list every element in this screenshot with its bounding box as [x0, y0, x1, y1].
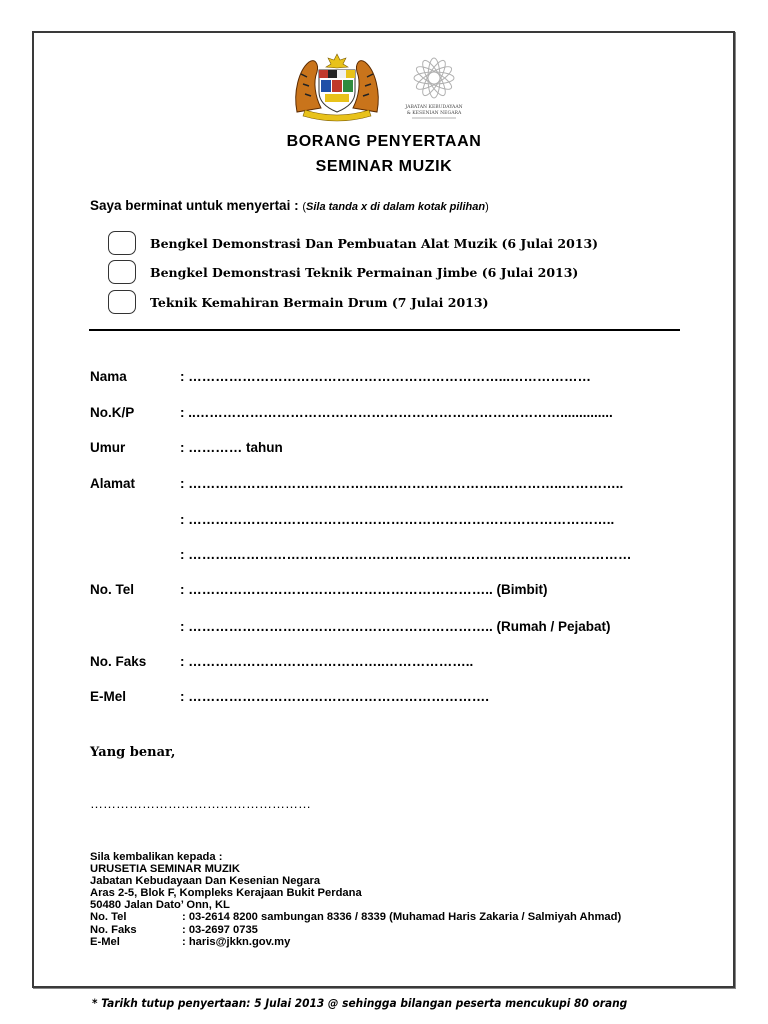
contact-block — [90, 851, 621, 948]
intro-note: (Sila tanda x di dalam kotak pilihan) — [302, 201, 489, 213]
form-subtitle: SEMINAR MUZIK — [315, 158, 453, 175]
alamat-label: Alamat — [90, 476, 136, 491]
jkkn-caption-line1: JABATAN KEBUDAYAAN — [405, 105, 463, 110]
nokp-label: No.K/P — [90, 405, 135, 420]
contact-faks-label: No. Faks — [90, 923, 137, 936]
option-2-label: Bengkel Demonstrasi Teknik Permainan Jimbe (6 Julai 2013) — [150, 264, 579, 280]
alamat-field-line1[interactable]: : ……………………………………..……………………..…………..………….. — [180, 476, 624, 491]
signature-line[interactable]: …………………………………………… — [90, 796, 311, 811]
notel-rumah-field[interactable]: : ………………………………………………………….. (Rumah / Pejabat) — [180, 619, 611, 634]
header-logos — [291, 52, 481, 122]
option-1-checkbox[interactable] — [108, 231, 136, 255]
nokp-field[interactable]: : ..……………………………………………………………………….............. — [180, 405, 613, 420]
email-field[interactable]: : …………………………………………………………. — [180, 689, 489, 704]
contact-email-label: E-Mel — [90, 935, 120, 948]
form-title: BORANG PENYERTAAN — [286, 133, 482, 150]
option-row-1[interactable] — [108, 229, 598, 257]
umur-label: Umur — [90, 440, 126, 455]
nofaks-field[interactable]: : ……………………………………..……………….. — [180, 654, 474, 669]
alamat-field-line3[interactable]: : ……….………………………………………………………………..…………… — [180, 547, 632, 562]
notel-label: No. Tel — [90, 582, 135, 597]
intro-text — [90, 198, 489, 213]
nama-label: Nama — [90, 369, 127, 384]
section-divider — [89, 329, 680, 331]
contact-line: 50480 Jalan Dato’ Onn, KL — [90, 899, 230, 912]
contact-faks-row — [90, 924, 621, 936]
contact-tel-row — [90, 911, 621, 923]
nofaks-label: No. Faks — [90, 654, 147, 669]
contact-email-row — [90, 936, 621, 948]
notel-bimbit-field[interactable]: : ………………………………………………………….. (Bimbit) — [180, 582, 548, 597]
option-3-checkbox[interactable] — [108, 290, 136, 314]
contact-tel-label: No. Tel — [90, 911, 127, 924]
contact-tel-value: : 03-2614 8200 sambungan 8336 / 8339 (Muhamad Haris Zakaria / Salmiyah Ahmad) — [182, 911, 622, 924]
coat-of-arms-icon — [296, 54, 379, 121]
contact-line: URUSETIA SEMINAR MUZIK — [90, 863, 240, 876]
option-1-label: Bengkel Demonstrasi Dan Pembuatan Alat Muzik (6 Julai 2013) — [150, 235, 599, 251]
alamat-field-line2[interactable]: : ………………………………………………………………………………….. — [180, 512, 615, 527]
contact-heading: Sila kembalikan kepada : — [90, 851, 223, 863]
option-row-3[interactable] — [108, 288, 489, 316]
option-row-2[interactable] — [108, 258, 578, 286]
intro-label: Saya berminat untuk menyertai : — [90, 198, 303, 213]
option-3-label: Teknik Kemahiran Bermain Drum (7 Julai 2013) — [150, 294, 489, 310]
option-2-checkbox[interactable] — [108, 260, 136, 284]
jkkn-caption-line2: & KESENIAN NEGARA — [406, 111, 462, 116]
contact-faks-value: : 03-2697 0735 — [182, 923, 258, 936]
contact-line: Jabatan Kebudayaan Dan Kesenian Negara — [90, 875, 321, 888]
contact-line: Aras 2-5, Blok F, Kompleks Kerajaan Bukit Perdana — [90, 887, 362, 900]
umur-field[interactable]: : ………… tahun — [180, 440, 283, 455]
nama-field[interactable]: : ……………………………………………………………...……………… — [180, 369, 591, 384]
jkkn-flower-logo-icon — [404, 58, 462, 118]
yang-benar: Yang benar, — [90, 745, 176, 760]
closing-date-footnote: * Tarikh tutup penyertaan: 5 Julai 2013 @ sehingga bilangan peserta mencukupi 80 orang — [92, 996, 628, 1010]
contact-email-value: : haris@jkkn.gov.my — [182, 935, 291, 948]
email-label: E-Mel — [90, 689, 127, 704]
